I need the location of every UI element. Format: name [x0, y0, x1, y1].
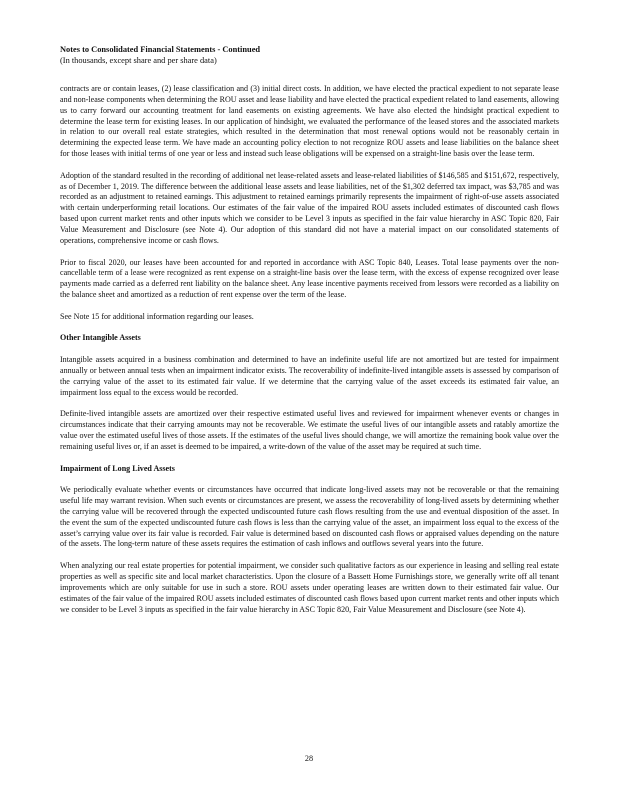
paragraph-note-reference: See Note 15 for additional information regarding our leases.: [60, 311, 254, 321]
heading-other-intangible-assets: Other Intangible Assets: [60, 333, 141, 343]
paragraph-prior-accounting: Prior to fiscal 2020, our leases have been accounted for and reported in accordance with ASC Topic 840, Leases. Total lease payments over the non-cancellable term of a lease were recognized as rent expense on a straight-line basis over the lease term, with the excess of expense recognized over lease payments made carried as a deferred rent liability on the balance sheet. Any lease incentive payments received from lessors were recorded as a liability on the balance sheet and amortized as a reduction of rent expense over the term of the lease.: [60, 257, 559, 300]
page-header: [60, 44, 560, 66]
paragraph-real-estate-analysis: When analyzing our real estate properties for potential impairment, we consider such qualitative factors as our experience in leasing and selling real estate properties as well as specific site and local market characteristics. Upon the closure of a Bassett Home Furnishings store, we generally write off all tenant improvements which are only suitable for use in such a store. ROU assets under operating leases are written down to their estimated fair value. Our estimates of the fair value of the impaired ROU assets included estimates of discounted cash flows based upon current market rents and other inputs which we consider to be Level 3 inputs as specified in the fair value hierarchy in ASC Topic 820, Fair Value Measurement and Disclosure (see Note 4).: [60, 561, 559, 614]
paragraph-adoption-impact: Adoption of the standard resulted in the recording of additional net lease-related assets and lease-related liabilities of $146,585 and $151,672, respectively, as of December 1, 2019. The difference between the additional lease assets and lease liabilities, net of the $1,302 deferred tax impact, was $3,785 and was recorded as an adjustment to retained earnings. This adjustment to retained earnings primarily represents the impairment of right-of-use assets associated with certain underperforming retail locations. Our estimates of the fair value of the impaired ROU assets included estimates of discounted cash flows based upon current market rents and other inputs which we consider to be Level 3 inputs as specified in the fair value hierarchy in ASC Topic 820, Fair Value Measurement and Disclosure (see Note 4). Our adoption of this standard did not have a material impact on our consolidated statements of operations, comprehensive income or cash flows.: [60, 170, 559, 245]
paragraph-indefinite-lived: Intangible assets acquired in a business combination and determined to have an indefinite useful life are not amortized but are tested for impairment annually or between annual tests when an impairment indicator exists. The recoverability of indefinite-lived intangible assets is assessed by comparison of the carrying value of the asset to its estimated fair value. If we determine that the carrying value of the asset exceeds its estimated fair value, an impairment loss equal to the excess would be recorded.: [60, 355, 559, 397]
paragraph-practical-expedients: contracts are or contain leases, (2) lease classification and (3) initial direct costs. In addition, we have elected the practical expedient to not separate lease and non-lease components when determining the ROU asset and lease liability and have elected the practical expedient related to land easements, allowing us to carry forward our accounting treatment for land easements on existing agreements. We have also elected the hindsight practical expedient to determine the lease term for existing leases. In our application of hindsight, we evaluated the performance of the leased stores and the associated markets in relation to our overall real estate strategies, which resulted in the determination that most renewal options would not be reasonably certain in determining the expected lease term. We have made an accounting policy election to not recognize ROU assets and lease liabilities on the balance sheet for those leases with initial terms of one year or less and instead such lease obligations will be expensed on a straight-line basis over the lease term.: [60, 84, 559, 159]
header-title: Notes to Consolidated Financial Statements - Continued: [60, 45, 261, 54]
heading-impairment-long-lived: Impairment of Long Lived Assets: [60, 463, 175, 473]
page-number: 28: [304, 754, 314, 763]
document-body: [60, 84, 559, 626]
paragraph-impairment-evaluation: We periodically evaluate whether events or circumstances have occurred that indicate long-lived assets may not be recoverable or that the remaining useful life may warrant revision. When such events or circumstances are present, we assess the recoverability of long-lived assets by determining whether the carrying value will be recovered through the expected undiscounted future cash flows resulting from the use and eventual disposition of the asset. In the event the sum of the expected undiscounted future cash flows is less than the carrying value of the asset, an impairment loss equal to the excess of the asset’s carrying value over its fair value is recorded. Fair value is determined based on discounted cash flows or appraised values depending on the nature of the assets. The long-term nature of these assets requires the estimation of cash inflows and outflows several years into the future.: [60, 485, 559, 549]
paragraph-definite-lived: Definite-lived intangible assets are amortized over their respective estimated useful lives and reviewed for impairment whenever events or changes in circumstances indicate that their carrying amounts may not be recoverable. We estimate the useful lives of our intangible assets and ratably amortize the value over the estimated useful lives of those assets. If the estimates of the useful lives should change, we will amortize the remaining book value over the remaining useful lives or, if an asset is deemed to be impaired, a write-down of the value of the asset may be required at such time.: [60, 409, 559, 451]
header-subtitle: (In thousands, except share and per share data): [60, 56, 217, 65]
